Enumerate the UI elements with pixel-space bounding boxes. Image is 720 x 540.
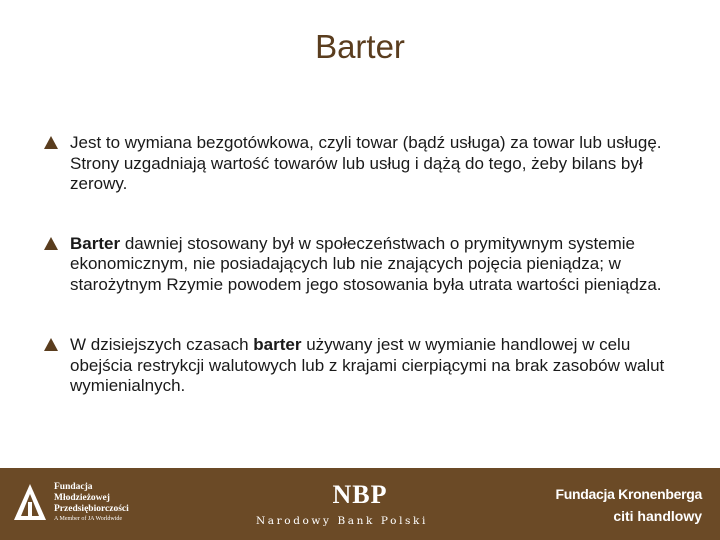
bullet-bold-term: Barter <box>70 233 121 253</box>
bullet-item <box>44 133 684 195</box>
nbp-name: Narodowy Bank Polski <box>256 515 428 527</box>
bullet-text: W dzisiejszych czasach <box>70 335 254 354</box>
bullet-list <box>44 133 684 397</box>
fmp-line: Przedsiębiorczości <box>54 504 129 514</box>
bullet-text: używany jest w wymianie handlowej w celu obejścia restrykcji walutowych lub z krajami cierpiącymi na brak zasobów walut wymienialnych. <box>70 335 665 395</box>
footer-bar <box>0 468 720 540</box>
triangle-bullet-icon <box>44 237 58 250</box>
fmp-tagline: A Member of JA Worldwide <box>54 516 123 522</box>
bullet-item <box>44 234 684 296</box>
slide-title: Barter <box>315 28 405 65</box>
fmp-line: Młodzieżowej <box>54 493 110 503</box>
bullet-item <box>44 335 684 397</box>
fmp-line: Fundacja <box>54 482 93 492</box>
bullet-bold-term: barter <box>253 335 302 354</box>
nbp-logo: NBP <box>332 480 388 509</box>
kronenberg-logo: Fundacja Kronenberga <box>555 486 702 502</box>
citi-handlowy-logo: citi handlowy <box>613 508 702 524</box>
triangle-bullet-icon <box>44 338 58 351</box>
triangle-bullet-icon <box>44 136 58 149</box>
bullet-text: Jest to wymiana bezgotówkowa, czyli towar (bądź usługa) za towar lub usługę. Strony uzgadniają wartość towarów lub usług i dążą do tego, żeby bilans był zerowy. <box>70 133 662 193</box>
bullet-text: dawniej stosowany był w społeczeństwach o prymitywnym systemie ekonomicznym, nie posiadających lub nie znających pojęcia pieniądza; w starożytnym Rzymie powodem jego stosowania była utrata wartości pieniądza. <box>70 233 662 294</box>
